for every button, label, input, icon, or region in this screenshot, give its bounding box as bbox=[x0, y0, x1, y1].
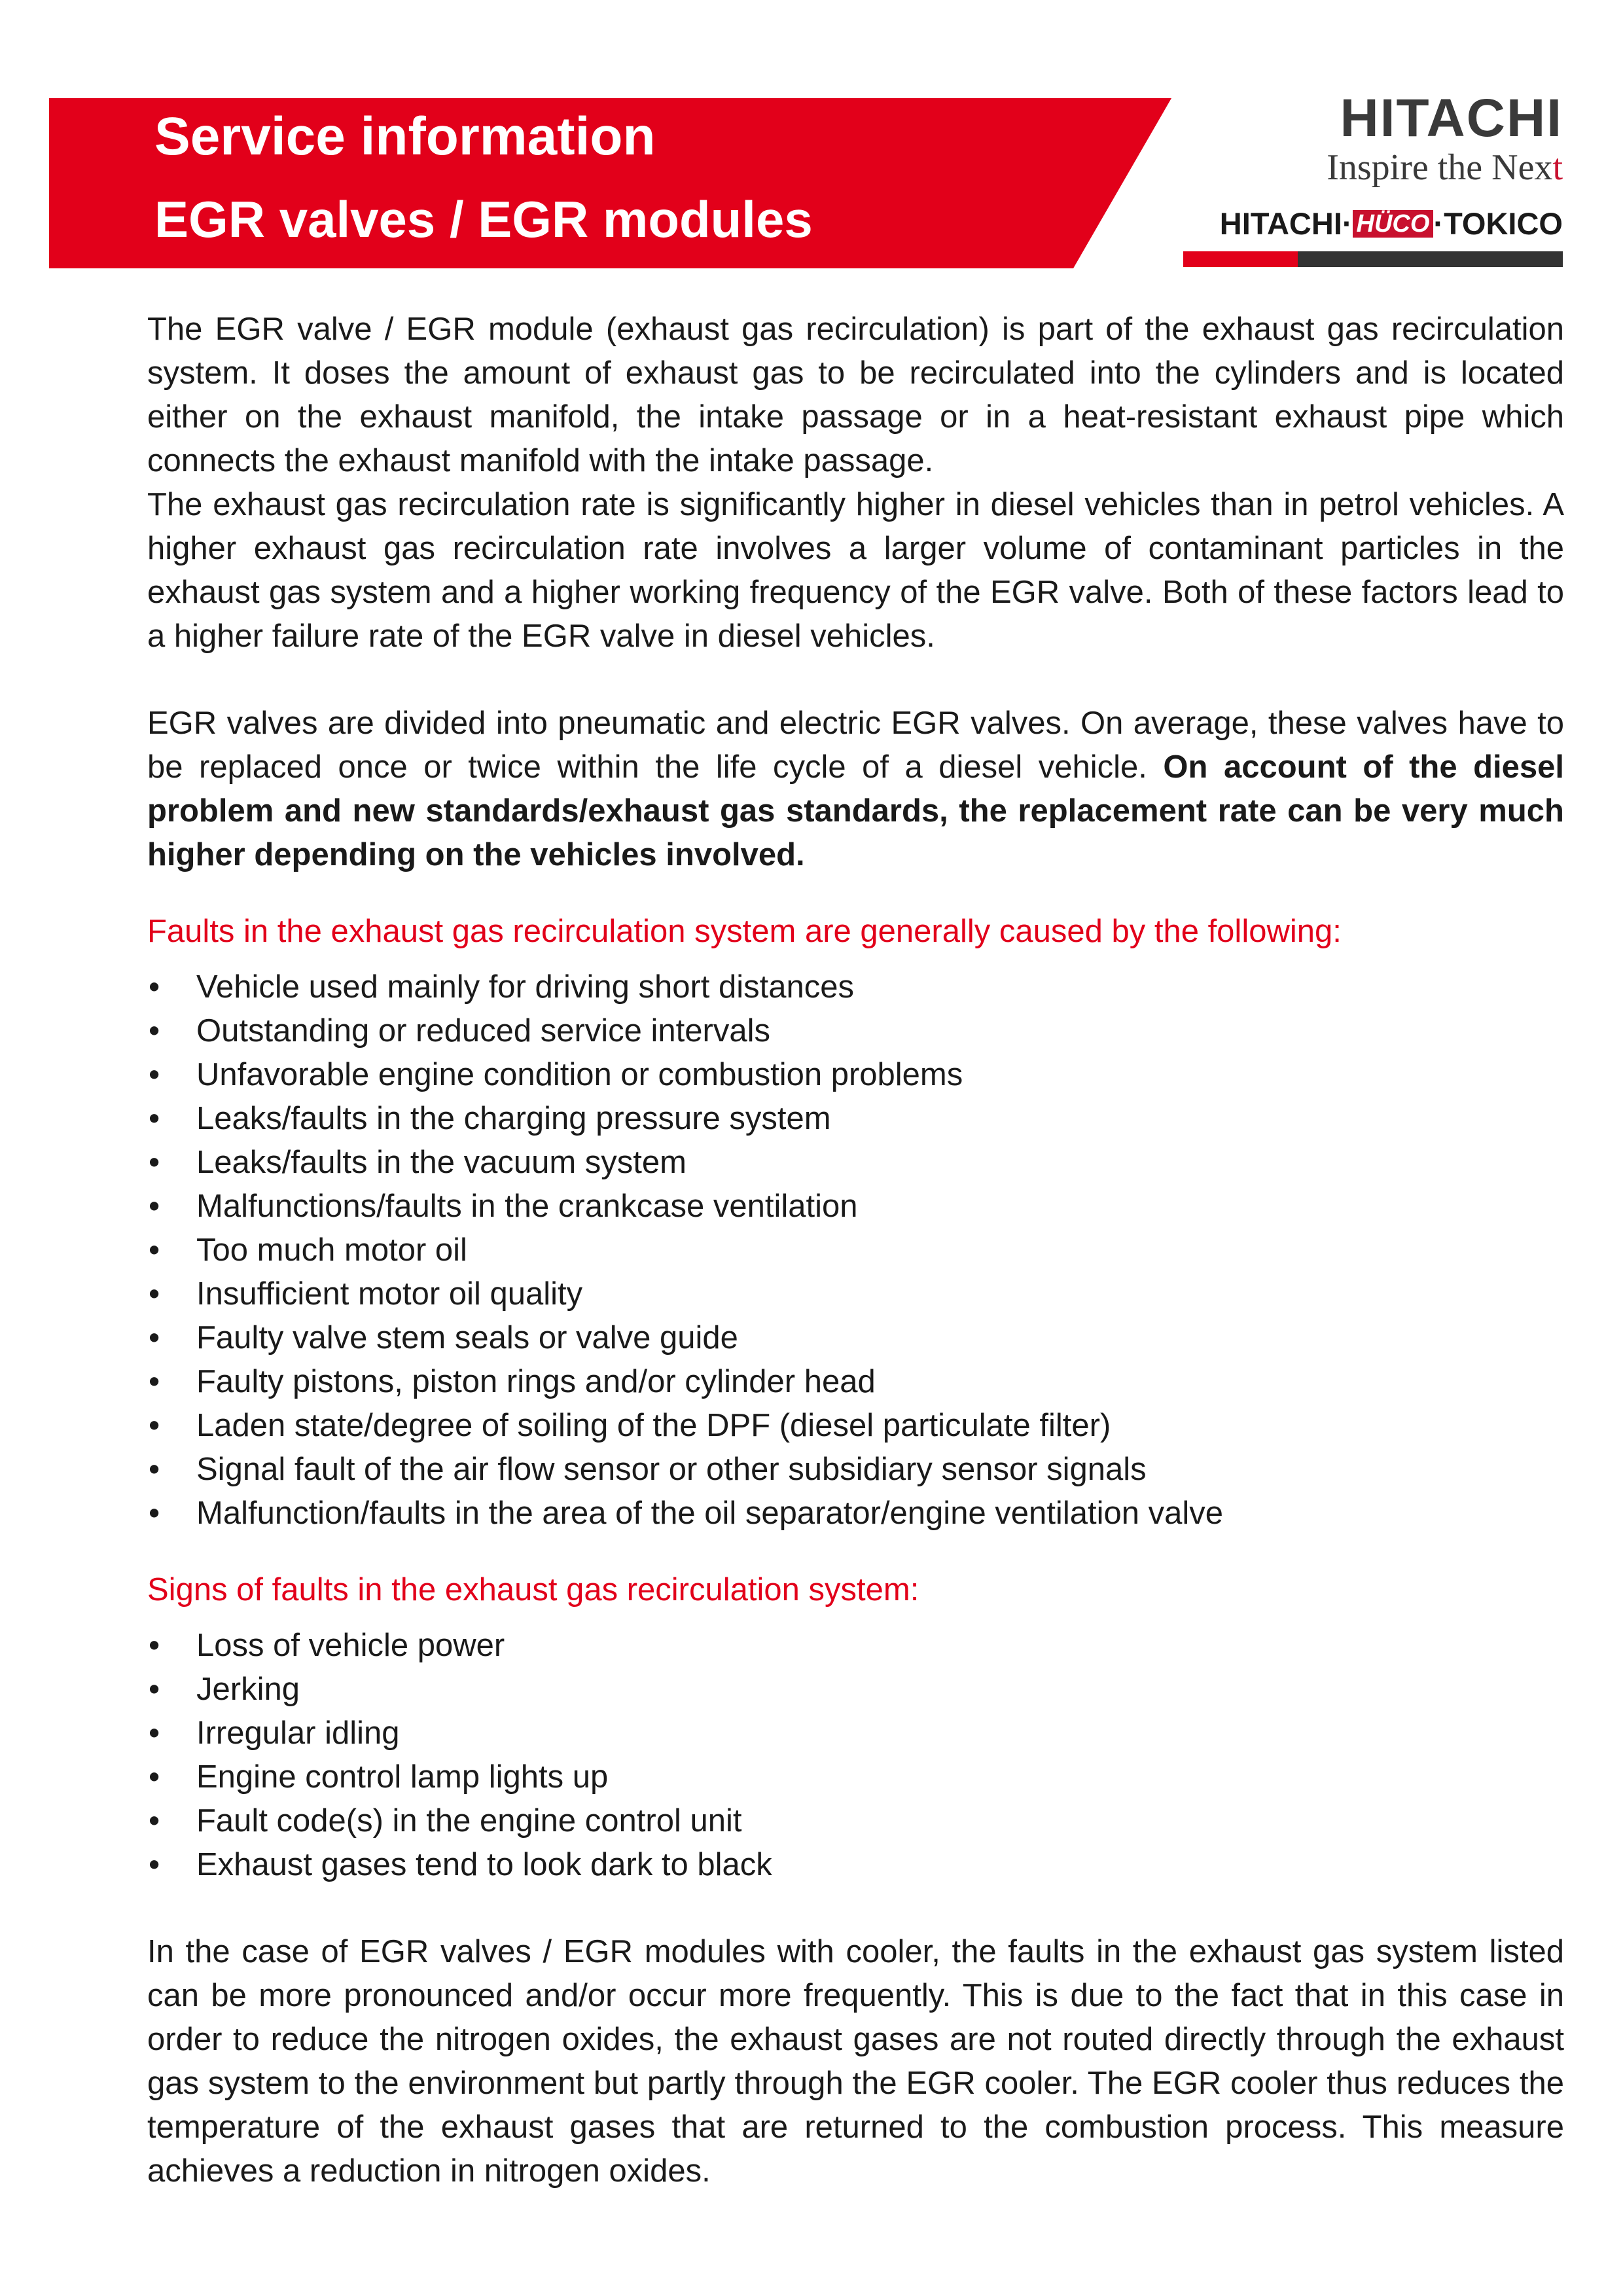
intro-paragraph: The exhaust gas recirculation rate is significantly higher in diesel vehicles than in petrol vehicles. A higher exhaust gas recirculation rate involves a larger volume of contaminant particles in the exhaust gas system and a higher working frequency of the EGR valve. Both of these factors lead to a higher failure rate of the EGR valve in diesel vehicles. bbox=[147, 487, 1564, 654]
sub-brand-huco: HÜCO bbox=[1353, 210, 1434, 238]
page-subtitle: EGR valves / EGR modules bbox=[154, 190, 813, 248]
list-item: • Engine control lamp lights up bbox=[147, 1755, 1564, 1799]
brand-bar-dark bbox=[1298, 251, 1563, 267]
valve-types-text: EGR valves are divided into pneumatic and electric EGR valves. On average, these valves have to be replaced once or twice within the life cycle of a diesel vehicle. bbox=[147, 706, 1564, 785]
list-item: • Leaks/faults in the charging pressure system bbox=[147, 1097, 1564, 1141]
brand-tagline-main: Inspire the Nex bbox=[1327, 147, 1553, 188]
brand-bar-red bbox=[1183, 251, 1298, 267]
list-item: • Loss of vehicle power bbox=[147, 1624, 1564, 1668]
list-item: • Vehicle used mainly for driving short distances bbox=[147, 965, 1564, 1009]
valve-types-paragraph bbox=[147, 702, 1564, 877]
hitachi-logo bbox=[1327, 88, 1563, 188]
list-item: • Malfunctions/faults in the crankcase ventilation bbox=[147, 1185, 1564, 1229]
list-item: • Insufficient motor oil quality bbox=[147, 1272, 1564, 1316]
list-item: • Malfunction/faults in the area of the oil separator/engine ventilation valve bbox=[147, 1492, 1564, 1535]
causes-heading: Faults in the exhaust gas recirculation system are generally caused by the following: bbox=[147, 914, 1342, 949]
list-item: • Faulty valve stem seals or valve guide bbox=[147, 1316, 1564, 1360]
signs-list bbox=[147, 1624, 1564, 1887]
intro-paragraph: The EGR valve / EGR module (exhaust gas recirculation) is part of the exhaust gas recirculation system. It doses the amount of exhaust gas to be recirculated into the cylinders and is located either on the exhaust manifold, the intake passage or in a heat-resistant exhaust pipe which connects the exhaust manifold with the intake passage. bbox=[147, 312, 1564, 478]
brand-tagline-accent: t bbox=[1552, 147, 1563, 188]
list-item: • Too much motor oil bbox=[147, 1229, 1564, 1272]
brand-name: HITACHI bbox=[1340, 88, 1563, 148]
list-item: • Leaks/faults in the vacuum system bbox=[147, 1141, 1564, 1185]
list-item: • Unfavorable engine condition or combustion problems bbox=[147, 1053, 1564, 1097]
list-item: • Faulty pistons, piston rings and/or cylinder head bbox=[147, 1360, 1564, 1404]
signs-heading: Signs of faults in the exhaust gas recirculation system: bbox=[147, 1572, 919, 1607]
page-title: Service information bbox=[154, 107, 656, 166]
cooler-paragraph: In the case of EGR valves / EGR modules with cooler, the faults in the exhaust gas system listed can be more pronounced and/or occur more frequently. This is due to the fact that in this case in order to reduce the nitrogen oxides, the exhaust gases are not routed directly through the exhaust gas system to the environment but partly through the EGR cooler. The EGR cooler thus reduces the temperature of the exhaust gases that are returned to the combustion process. This measure achieves a reduction in nitrogen oxides. bbox=[147, 1934, 1564, 2189]
list-item: • Outstanding or reduced service intervals bbox=[147, 1009, 1564, 1053]
sub-brands-logo bbox=[1220, 208, 1563, 239]
document-body bbox=[147, 308, 1564, 2193]
list-item: • Exhaust gases tend to look dark to black bbox=[147, 1843, 1564, 1887]
list-item: • Signal fault of the air flow sensor or other subsidiary sensor signals bbox=[147, 1448, 1564, 1492]
sub-brand-hitachi: HITACHI· bbox=[1219, 206, 1353, 241]
brand-color-bar bbox=[1183, 251, 1563, 267]
brand-tagline bbox=[1327, 149, 1563, 186]
list-item: • Laden state/degree of soiling of the DPF (diesel particulate filter) bbox=[147, 1404, 1564, 1448]
valve-types-emphasis: On account of the diesel problem and new standards/exhaust gas standards, the replacement rate can be very much higher depending on the vehicles involved. bbox=[147, 749, 1565, 872]
list-item: • Irregular idling bbox=[147, 1712, 1564, 1755]
list-item: • Fault code(s) in the engine control unit bbox=[147, 1799, 1564, 1843]
sub-brand-tokico: ·TOKICO bbox=[1433, 206, 1563, 241]
list-item: • Jerking bbox=[147, 1668, 1564, 1712]
causes-list bbox=[147, 965, 1564, 1535]
